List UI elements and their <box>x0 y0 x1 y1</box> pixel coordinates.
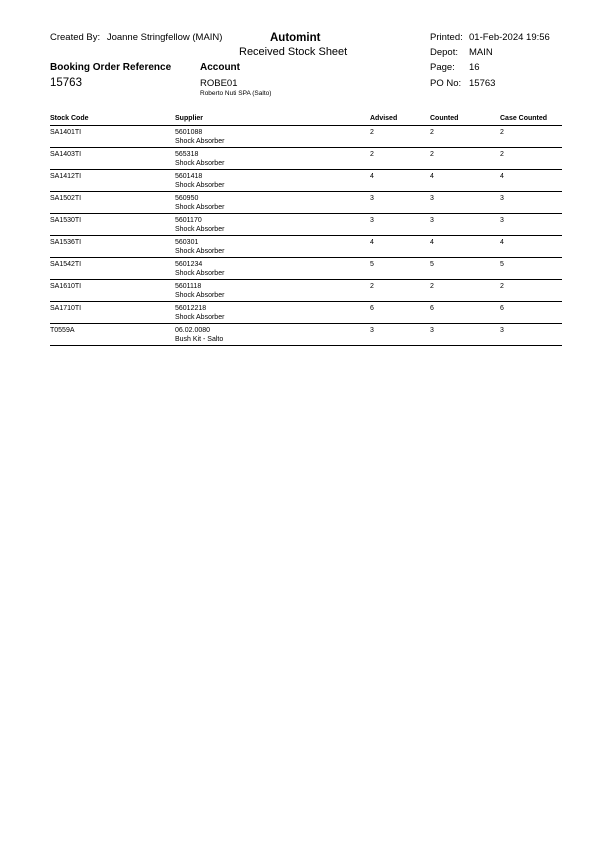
counted: 5 <box>430 261 434 268</box>
po-label: PO No: <box>430 78 462 89</box>
counted: 2 <box>430 151 434 158</box>
stock-code: SA1401TI <box>50 129 82 136</box>
supplier <box>175 194 224 212</box>
table-header <box>50 114 562 126</box>
case-counted: 2 <box>500 283 504 290</box>
po-value: 15763 <box>469 78 496 89</box>
supplier-code: 56012218 <box>175 305 207 312</box>
account-name: Roberto Nuti SPA (Salto) <box>200 90 272 97</box>
booking-label: Booking Order Reference <box>50 62 172 73</box>
case-counted: 3 <box>500 327 504 334</box>
account-label: Account <box>200 62 240 73</box>
advised: 3 <box>370 217 374 224</box>
supplier-desc: Shock Absorber <box>175 204 225 211</box>
case-counted: 6 <box>500 305 504 312</box>
supplier <box>175 260 224 278</box>
stock-code: SA1412TI <box>50 173 82 180</box>
supplier-code: 06.02.0080 <box>175 327 211 334</box>
created-by <box>50 32 222 43</box>
counted: 2 <box>430 129 434 136</box>
booking-value: 15763 <box>50 77 82 89</box>
stock-code: SA1542TI <box>50 261 82 268</box>
table-row <box>50 170 562 192</box>
supplier-code: 565318 <box>175 151 199 158</box>
advised: 3 <box>370 195 374 202</box>
printed-label: Printed: <box>430 32 463 43</box>
advised: 4 <box>370 173 374 180</box>
advised: 5 <box>370 261 374 268</box>
advised: 2 <box>370 129 374 136</box>
supplier <box>175 150 224 168</box>
supplier-desc: Bush Kit - Salto <box>175 336 224 343</box>
advised: 4 <box>370 239 374 246</box>
table-row <box>50 192 562 214</box>
supplier-desc: Shock Absorber <box>175 138 225 145</box>
col-case-counted: Case Counted <box>500 115 548 122</box>
stock-code: SA1403TI <box>50 151 82 158</box>
account-code: ROBE01 <box>200 78 238 89</box>
supplier <box>175 282 224 300</box>
advised: 2 <box>370 151 374 158</box>
table-row <box>50 126 562 148</box>
col-supplier: Supplier <box>175 115 204 122</box>
supplier-desc: Shock Absorber <box>175 248 225 255</box>
case-counted: 5 <box>500 261 504 268</box>
depot-value: MAIN <box>469 47 493 58</box>
stock-code: T0559A <box>50 327 75 334</box>
case-counted: 3 <box>500 195 504 202</box>
case-counted: 4 <box>500 173 504 180</box>
page-value: 16 <box>469 62 480 73</box>
printed-value: 01-Feb-2024 19:56 <box>469 32 550 43</box>
supplier-code: 5601418 <box>175 173 203 180</box>
advised: 6 <box>370 305 374 312</box>
supplier-desc: Shock Absorber <box>175 226 225 233</box>
supplier-code: 5601088 <box>175 129 203 136</box>
supplier <box>175 238 224 256</box>
case-counted: 3 <box>500 217 504 224</box>
case-counted: 4 <box>500 239 504 246</box>
stock-code: SA1710TI <box>50 305 82 312</box>
created-by-value: Joanne Stringfellow (MAIN) <box>106 32 223 43</box>
table-row <box>50 324 562 346</box>
stock-table <box>50 114 562 346</box>
depot-label: Depot: <box>430 47 458 58</box>
company-name: Automint <box>270 32 321 44</box>
page-label: Page: <box>430 62 455 73</box>
supplier-desc: Shock Absorber <box>175 182 225 189</box>
stock-code: SA1536TI <box>50 239 82 246</box>
supplier-desc: Shock Absorber <box>175 270 225 277</box>
table-row <box>50 280 562 302</box>
counted: 3 <box>430 217 434 224</box>
sheet-title: Received Stock Sheet <box>239 46 348 58</box>
supplier-desc: Shock Absorber <box>175 292 225 299</box>
supplier-code: 5601170 <box>175 217 202 224</box>
counted: 3 <box>430 327 434 334</box>
col-counted: Counted <box>430 115 459 122</box>
col-stock-code: Stock Code <box>50 115 89 122</box>
table-row <box>50 258 562 280</box>
case-counted: 2 <box>500 129 504 136</box>
stock-code: SA1610TI <box>50 283 82 290</box>
counted: 4 <box>430 173 434 180</box>
advised: 2 <box>370 283 374 290</box>
counted: 4 <box>430 239 434 246</box>
supplier-code: 5601234 <box>175 261 203 268</box>
advised: 3 <box>370 327 374 334</box>
col-advised: Advised <box>370 115 398 122</box>
supplier <box>175 128 224 146</box>
supplier-desc: Shock Absorber <box>175 160 225 167</box>
stock-code: SA1502TI <box>50 195 82 202</box>
table-row <box>50 236 562 258</box>
created-by-label: Created By: <box>50 32 101 43</box>
supplier-code: 5601118 <box>175 283 202 290</box>
case-counted: 2 <box>500 151 504 158</box>
counted: 2 <box>430 283 434 290</box>
supplier-code: 560950 <box>175 195 199 202</box>
supplier <box>175 304 224 322</box>
supplier-desc: Shock Absorber <box>175 314 225 321</box>
supplier <box>175 326 223 344</box>
stock-code: SA1530TI <box>50 217 82 224</box>
table-row <box>50 214 562 236</box>
supplier <box>175 172 224 190</box>
counted: 6 <box>430 305 434 312</box>
supplier <box>175 216 224 234</box>
supplier-code: 560301 <box>175 239 199 246</box>
table-row <box>50 148 562 170</box>
counted: 3 <box>430 195 434 202</box>
table-row <box>50 302 562 324</box>
